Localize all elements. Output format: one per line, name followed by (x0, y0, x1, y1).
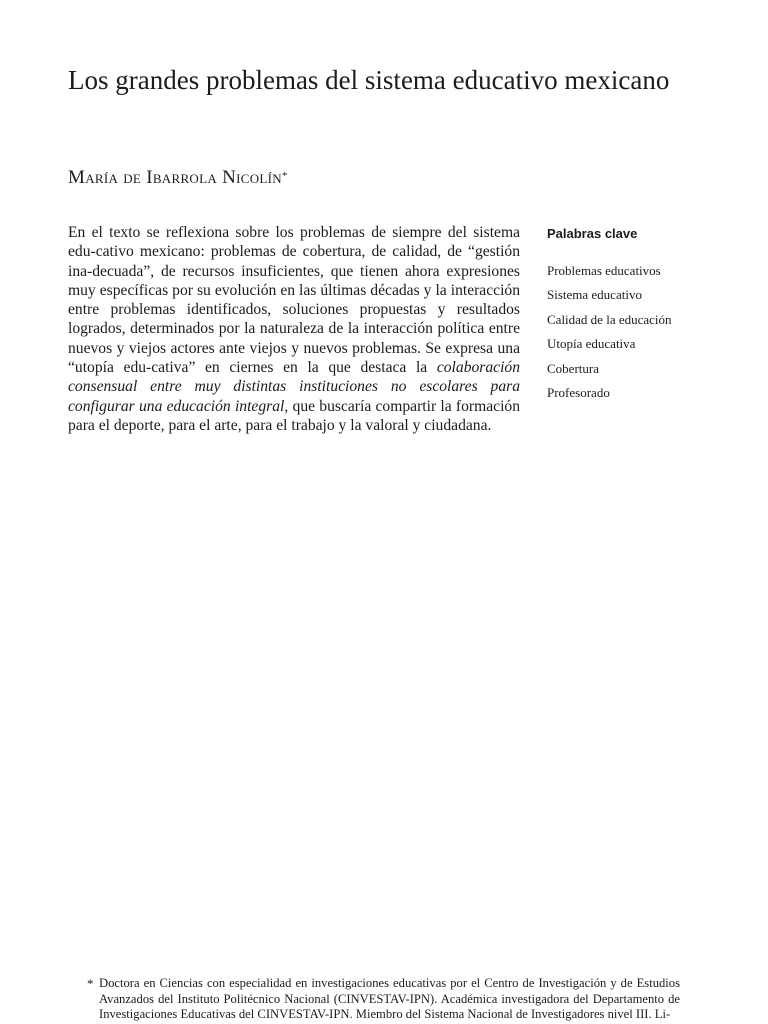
keywords-list (547, 259, 747, 405)
keyword-item: Problemas educativos (547, 263, 661, 278)
abstract-text-part2: , que buscaría compartir la formación para el deporte, para el arte, para el trabajo y la valoral y ciudadana. (68, 397, 520, 434)
abstract-text-part1: En el texto se reflexiona sobre los problemas de siempre del sistema edu-cativo mexicano: problemas de cobertura, de calidad, de “gestión ina-decuada”, de recursos insuficientes, que tienen ahora expresiones muy específicas por su evolución en las últimas décadas y la interacción entre problemas identificados, soluciones propuestas y resultados logrados, determinados por la naturaleza de la interacción política entre nuevos y viejos actores ante viejos y nuevos problemas. Se expresa una “utopía edu-cativa” en ciernes en la que destaca la (68, 224, 520, 377)
keywords-heading: Palabras clave (547, 226, 638, 241)
author-name-text: María de Ibarrola Nicolín (68, 167, 282, 188)
author-name (68, 166, 288, 190)
footnote-text: Doctora en Ciencias con especialidad en investigaciones educativas por el Centro de Investigación y de Estudios Avanzados del Instituto Politécnico Nacional (CINVESTAV-IPN). Académica investigadora del Departamento de Investigaciones Educativas del CINVESTAV-IPN. Miembro del Sistema Nacional de Investigadores nivel III. Li- (99, 976, 680, 1022)
keyword-item: Sistema educativo (547, 287, 642, 303)
article-title: Los grandes problemas del sistema educativo mexicano (68, 65, 670, 95)
keyword-item: Profesorado (547, 385, 610, 401)
footnote-mark: * (87, 976, 94, 991)
keyword-item: Cobertura (547, 360, 599, 376)
author-footnote-mark: * (281, 170, 288, 182)
keyword-item: Calidad de la educación (547, 311, 672, 327)
abstract (68, 223, 520, 435)
abstract-text-italic: colaboración consensual entre muy distintas instituciones no escolares para configurar una educación integral (68, 359, 520, 415)
keywords-panel (547, 225, 747, 405)
keyword-item: Utopía educativa (547, 336, 636, 352)
author-footnote (88, 976, 680, 1023)
